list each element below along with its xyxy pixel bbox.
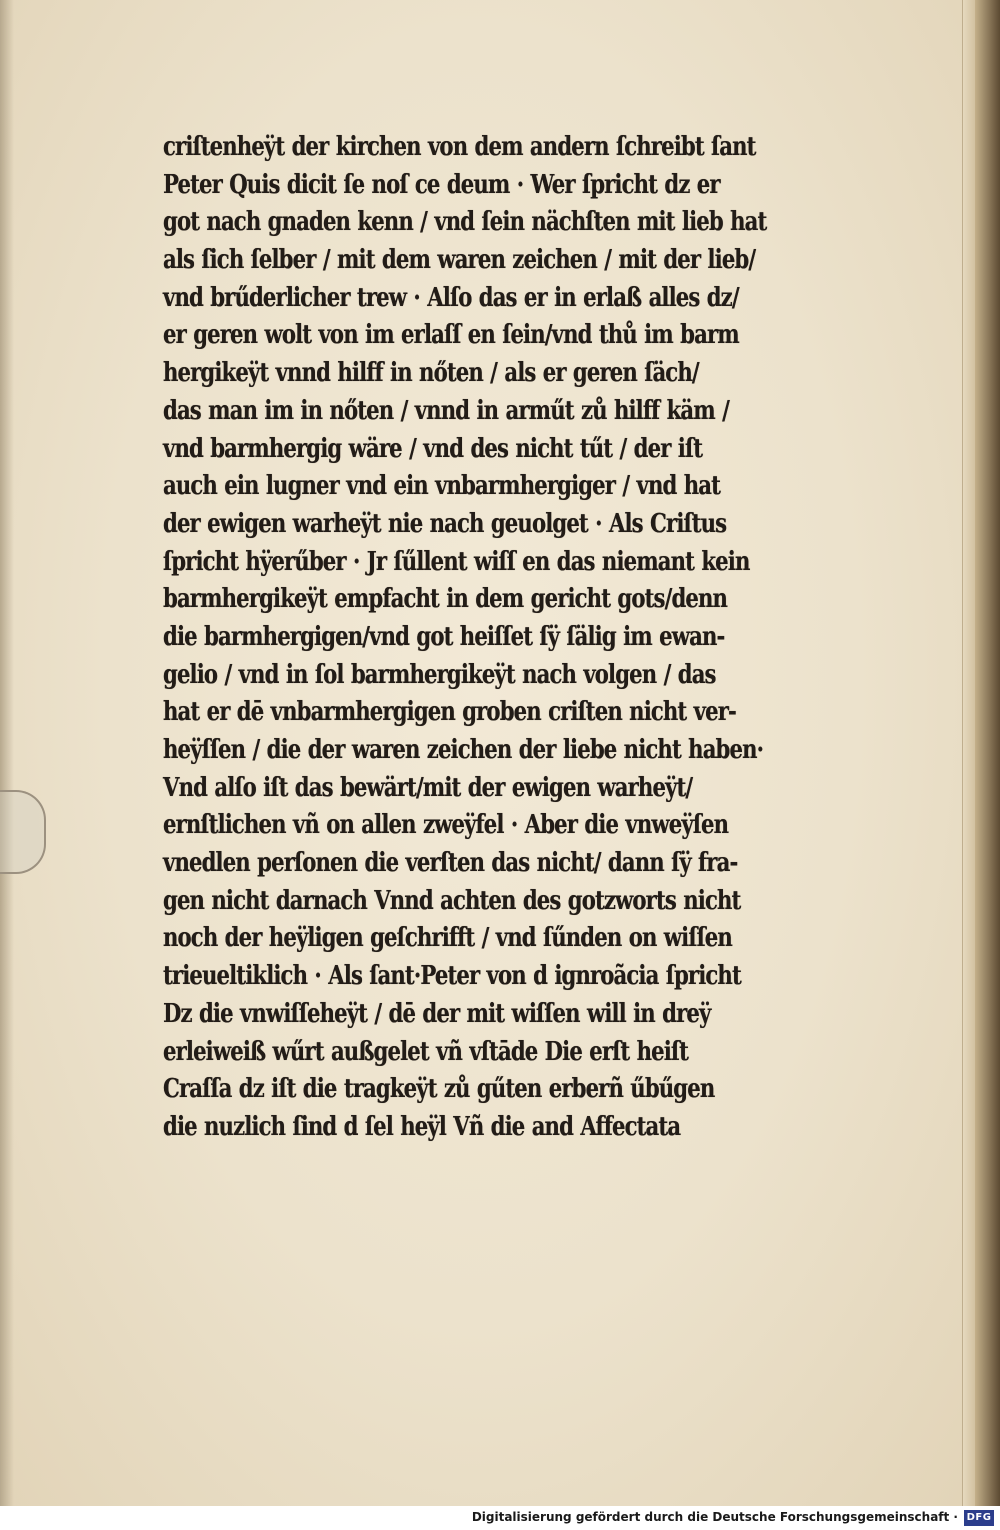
text-line: gen nicht darnach Vnnd achten des gotzworts nicht xyxy=(163,884,741,916)
text-line: auch ein lugner vnd ein vnbarmhergiger / vnd hat xyxy=(163,470,721,502)
text-line: hat er dē vnbarmhergigen groben criſten nicht ver- xyxy=(163,696,736,728)
blackletter-text-block xyxy=(163,128,813,1146)
dfg-logo-icon: DFG xyxy=(964,1510,994,1526)
text-line: er geren wolt von im erlaſſ en ſein/vnd thů im barm xyxy=(163,319,739,351)
text-line: hergikeÿt vnnd hilff in nőten / als er geren ſäch/ xyxy=(163,357,699,389)
text-line: vnd barmhergig wäre / vnd des nicht tűt / der iſt xyxy=(163,432,703,464)
text-line: barmhergikeÿt empfacht in dem gericht gots/denn xyxy=(163,583,728,615)
text-line: ernſtlichen vñ on allen zweÿfel · Aber die vnweÿſen xyxy=(163,809,729,841)
text-line: vnd brűderlicher trew · Alſo das er in erlaß alles dz/ xyxy=(163,281,739,313)
text-line: criſtenheÿt der kirchen von dem andern ſchreibt ſant xyxy=(163,131,756,162)
digitization-footer xyxy=(0,1506,1000,1530)
text-line: Craſſa dz iſt die tragkeÿt zů gűten erberñ űbűgen xyxy=(163,1073,715,1105)
text-line: die nuzlich ſind d ſel heÿl Vñ die and Affectata xyxy=(163,1110,681,1142)
text-line: trieueltiklich · Als ſant·Peter von d ignroãcia ſpricht xyxy=(163,960,741,992)
text-line: gelio / vnd in ſol barmhergikeÿt nach volgen / das xyxy=(163,658,716,690)
text-line: erleiweiß wűrt außgelet vñ vſtāde Die erſt heiſt xyxy=(163,1035,689,1067)
text-line: vnedlen perſonen die verſten das nicht/ dann ſÿ fra- xyxy=(163,847,738,879)
text-line: got nach gnaden kenn / vnd ſein nächſten mit lieb hat xyxy=(163,206,767,238)
text-line: ſpricht hÿerűber · Jr ſűllent wiſſ en das niemant kein xyxy=(163,545,750,577)
text-line: heÿſſen / die der waren zeichen der liebe nicht haben· xyxy=(163,734,764,765)
text-line: Peter Quis dicit ſe noſ ce deum · Wer ſpricht dz er xyxy=(163,168,720,200)
text-line: Dz die vnwiſſeheÿt / dē der mit wiſſen will in dreÿ xyxy=(163,997,711,1029)
text-line: der ewigen warheÿt nie nach geuolget · Als Criſtus xyxy=(163,507,727,539)
text-line: als ſich ſelber / mit dem waren zeichen / mit der lieb/ xyxy=(163,244,756,276)
text-line: das man im in nőten / vnnd in arműt zů hilff käm / xyxy=(163,394,729,426)
text-line: Vnd alſo iſt das bewärt/mit der ewigen warheÿt/ xyxy=(163,771,693,803)
text-line: noch der heÿligen geſchrifft / vnd ſűnden on wiſſen xyxy=(163,922,732,954)
book-spine-shadow xyxy=(975,0,1000,1506)
page-gutter-shadow xyxy=(0,0,14,1506)
text-line: die barmhergigen/vnd got heiſſet ſÿ ſälig im ewan- xyxy=(163,620,725,652)
page-tab-slip xyxy=(0,790,46,874)
funding-credit: Digitalisierung gefördert durch die Deutsche Forschungsgemeinschaft · xyxy=(471,1510,958,1524)
